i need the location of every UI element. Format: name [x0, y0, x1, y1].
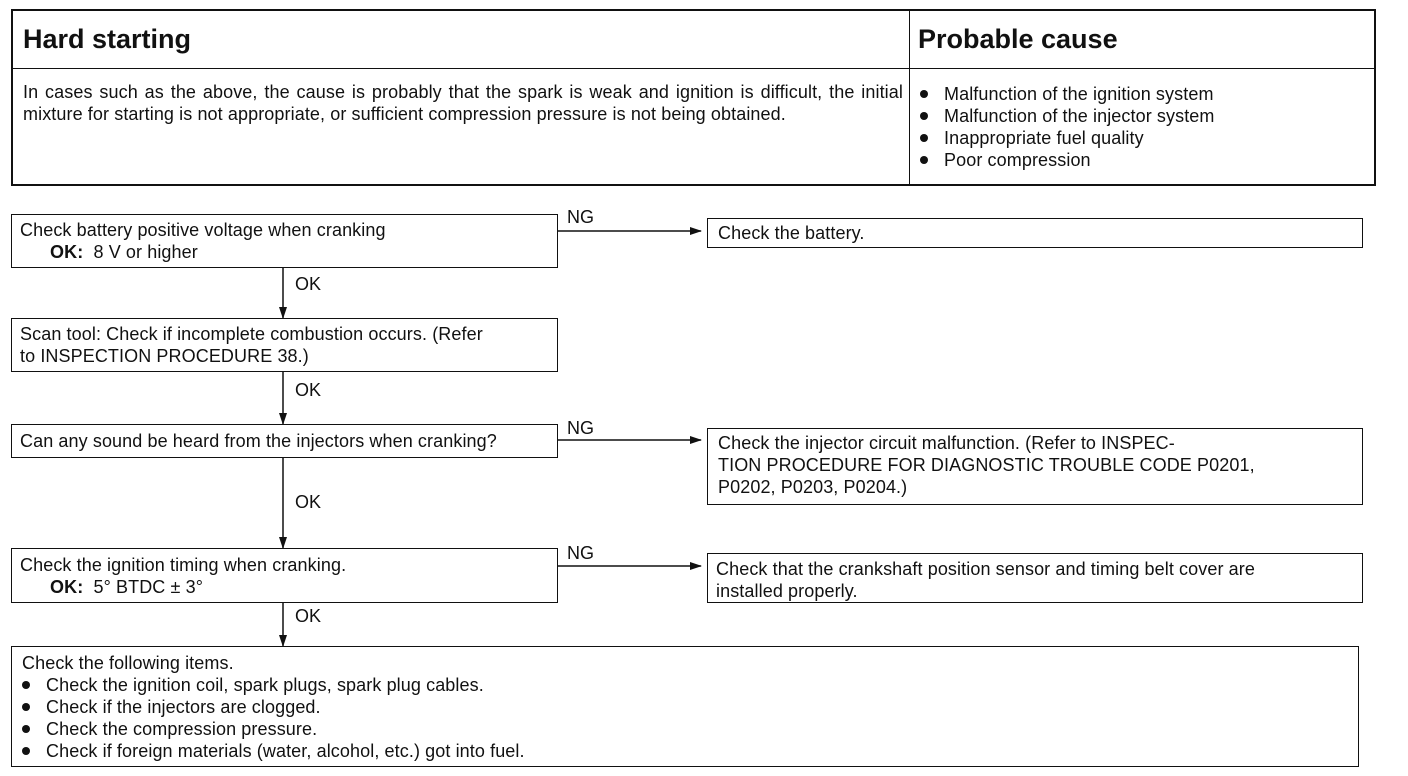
result-crankshaft-line2: installed properly.: [716, 581, 858, 601]
ok-label-4: OK: [295, 606, 322, 626]
cause-item: Malfunction of the injector system: [914, 105, 1374, 127]
step-battery-voltage: [11, 214, 558, 268]
symptom-title: Hard starting: [23, 24, 192, 54]
step-injector-sound-text: Can any sound be heard from the injectors when cranking?: [20, 431, 497, 451]
result-injector-line2: TION PROCEDURE FOR DIAGNOSTIC TROUBLE CODE P0201,: [718, 455, 1255, 475]
final-check-items: [11, 646, 1359, 767]
cause-item: Poor compression: [914, 149, 1374, 171]
final-check-item: Check if the injectors are clogged.: [16, 696, 1358, 718]
step-scan-tool-line1: Scan tool: Check if incomplete combustion occurs. (Refer: [20, 324, 483, 344]
ok-label: OK:: [50, 577, 84, 597]
cause-item: Malfunction of the ignition system: [914, 83, 1374, 105]
ok-value: 5° BTDC ± 3°: [93, 577, 203, 597]
ok-label: OK:: [50, 242, 84, 262]
ok-label-2: OK: [295, 380, 322, 400]
result-injector-line3: P0202, P0203, P0204.): [718, 477, 908, 497]
step-ignition-ok: [20, 576, 557, 598]
cause-item: Inappropriate fuel quality: [914, 127, 1374, 149]
final-check-item: Check the compression pressure.: [16, 718, 1358, 740]
step-scan-tool: [11, 318, 558, 372]
symptom-description: In cases such as the above, the cause is probably that the spark is weak and ignition is difficult, the initial mixture for starting is not appropriate, or sufficient compression pressure is not being obtained.: [23, 82, 903, 124]
step-scan-tool-line2: to INSPECTION PROCEDURE 38.): [20, 346, 309, 366]
result-injector-circuit: [707, 428, 1363, 505]
final-check-list: [16, 674, 1358, 762]
result-crankshaft-sensor: [707, 553, 1363, 603]
step-injector-sound: [11, 424, 558, 458]
final-check-intro: Check the following items.: [22, 653, 234, 673]
ng-label-1: NG: [567, 207, 594, 227]
result-crankshaft-line1: Check that the crankshaft position sensor and timing belt cover are: [716, 559, 1255, 579]
probable-cause-title: Probable cause: [918, 24, 1118, 54]
ng-label-3: NG: [567, 418, 594, 438]
ok-value: 8 V or higher: [93, 242, 198, 262]
ng-label-4: NG: [567, 543, 594, 563]
ok-label-3: OK: [295, 492, 322, 512]
step-battery-ok: [20, 241, 557, 263]
ok-label-1: OK: [295, 274, 322, 294]
result-injector-line1: Check the injector circuit malfunction. (Refer to INSPEC-: [718, 433, 1175, 453]
step-ignition-timing-text: Check the ignition timing when cranking.: [20, 555, 347, 575]
step-ignition-timing: [11, 548, 558, 603]
step-battery-text: Check battery positive voltage when cranking: [20, 220, 386, 240]
result-check-battery-text: Check the battery.: [718, 223, 865, 243]
final-check-item: Check if foreign materials (water, alcohol, etc.) got into fuel.: [16, 740, 1358, 762]
result-check-battery: [707, 218, 1363, 248]
final-check-item: Check the ignition coil, spark plugs, spark plug cables.: [16, 674, 1358, 696]
